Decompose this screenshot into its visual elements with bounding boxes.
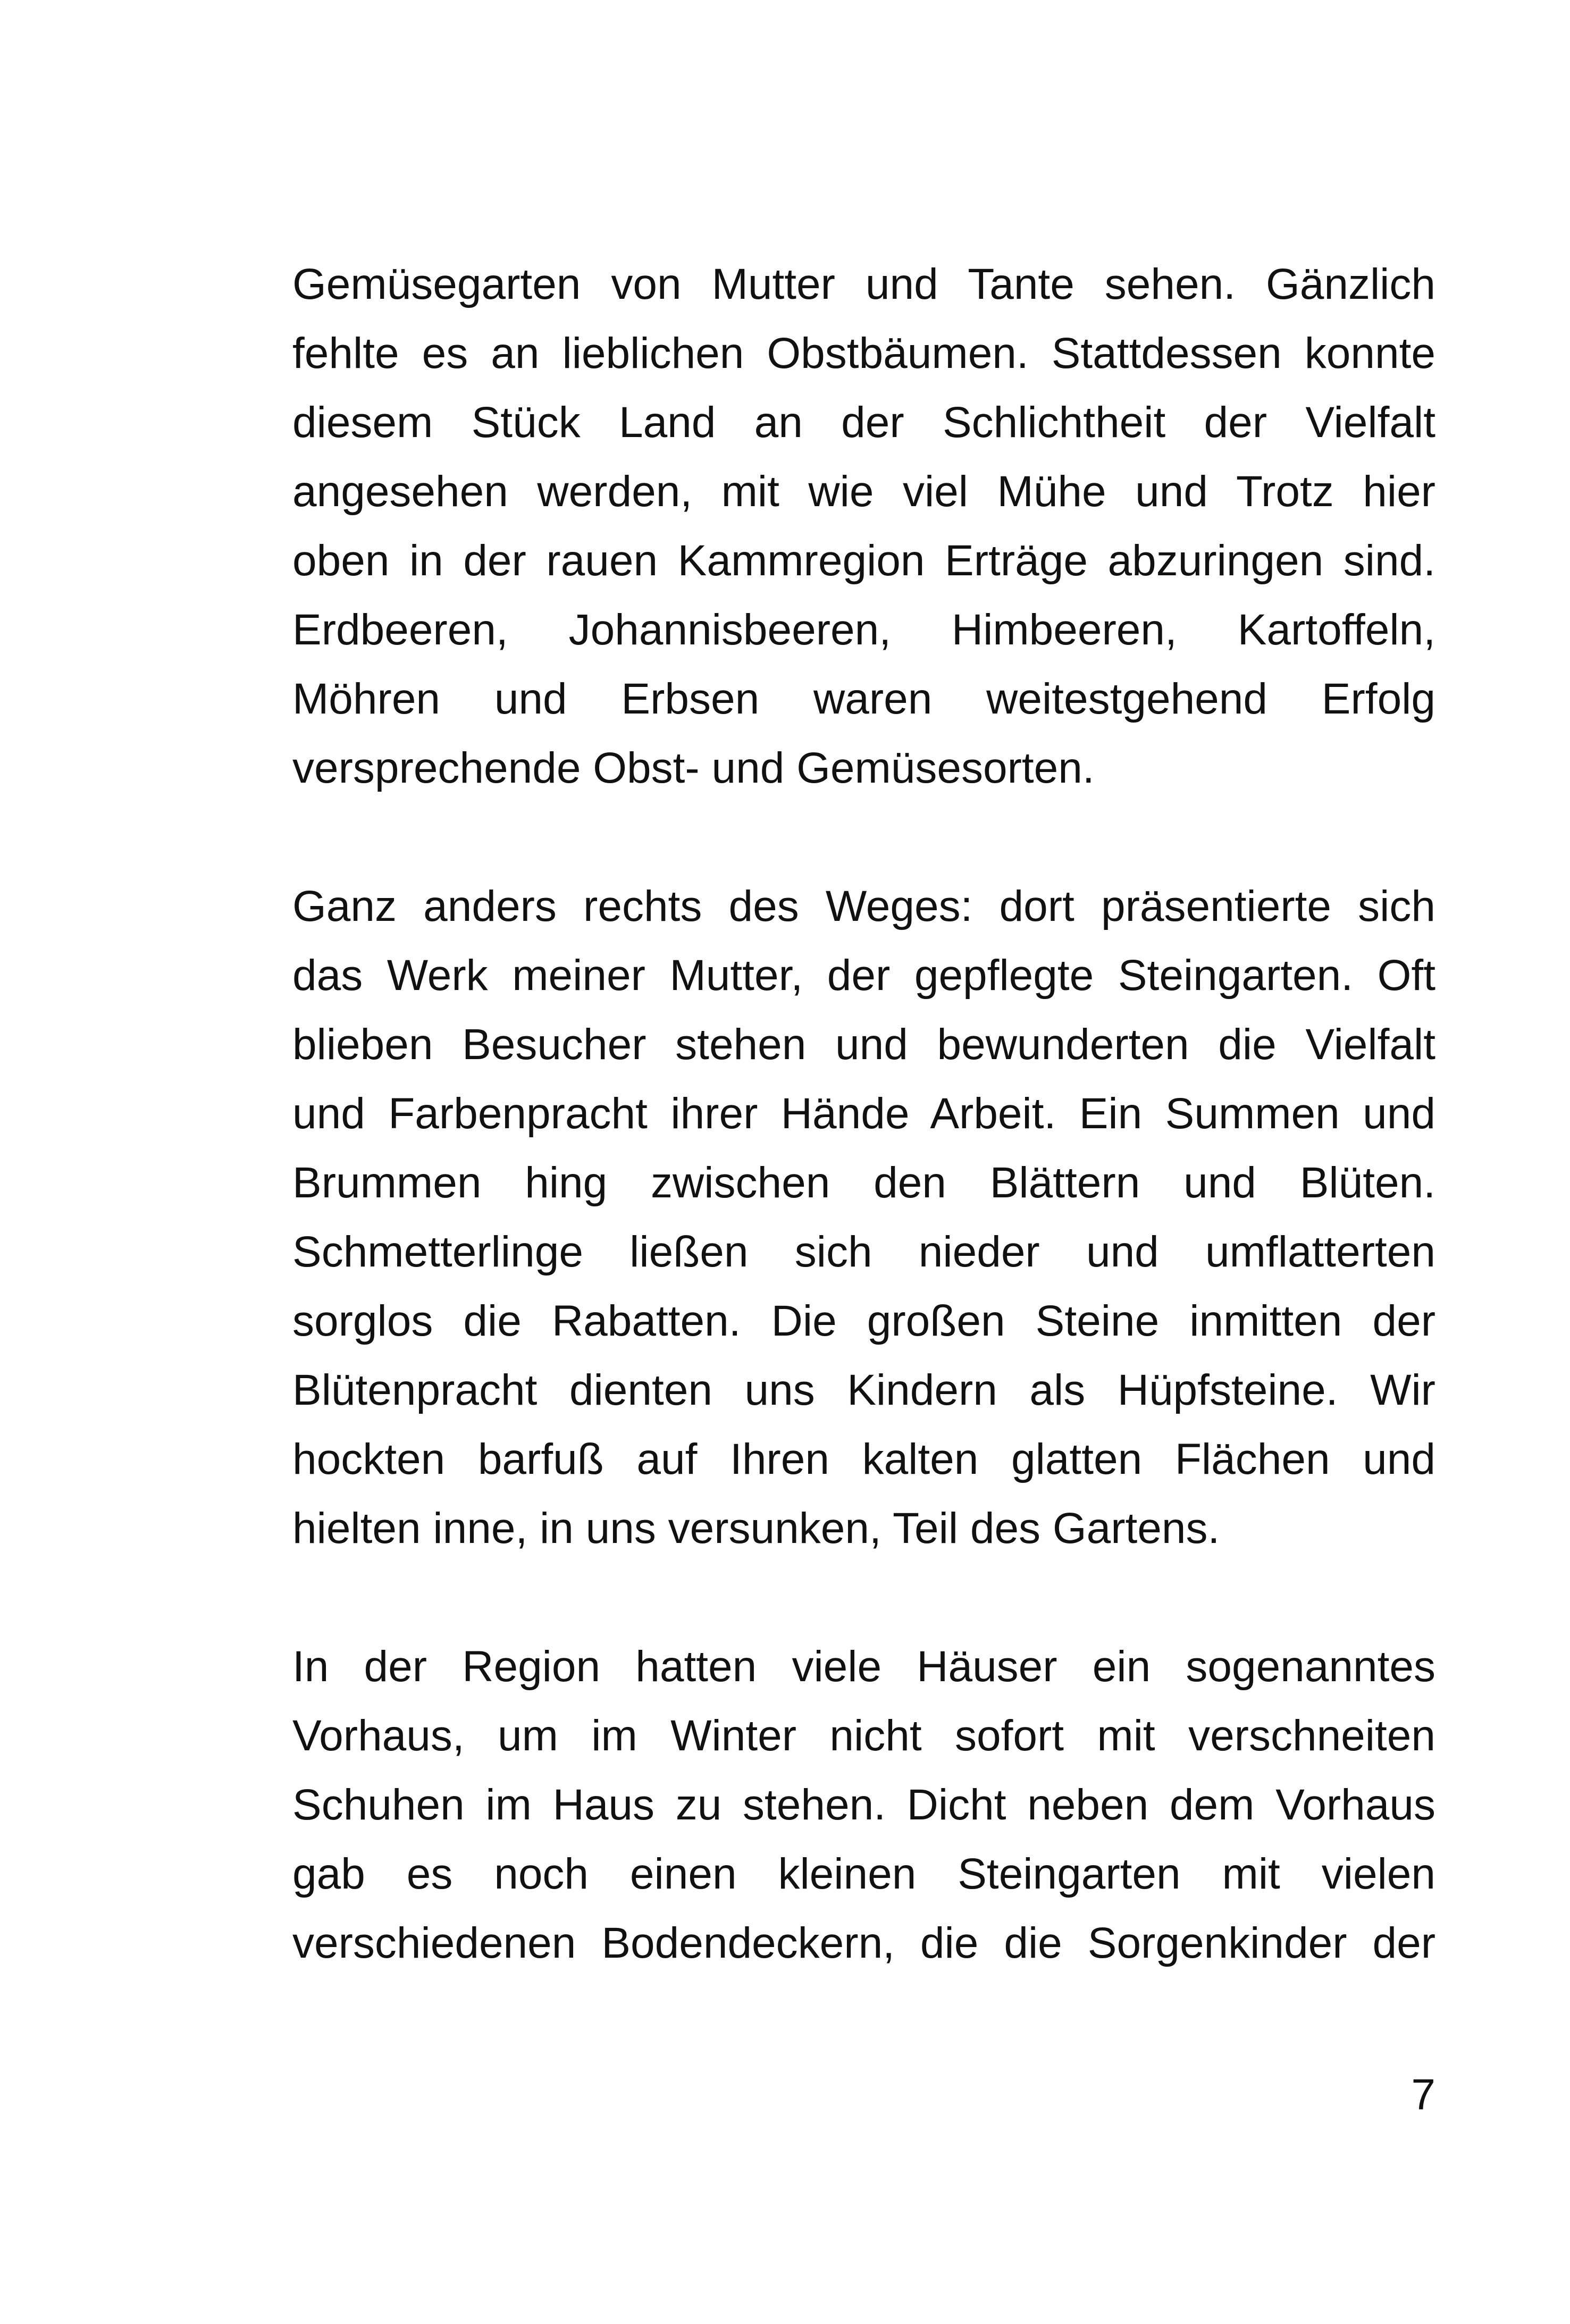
text-line: diesem Stück Land an der Schlichtheit der Vielfalt — [292, 398, 1435, 447]
body-text — [292, 250, 1435, 1978]
text-line: gab es noch einen kleinen Steingarten mit vielen — [292, 1850, 1435, 1898]
text-line: Möhren und Erbsen waren weitestgehend Erfolg — [292, 675, 1435, 723]
text-line: Vorhaus, um im Winter nicht sofort mit verschneiten — [292, 1711, 1435, 1760]
text-line: Gemüsegarten von Mutter und Tante sehen. Gänzlich — [292, 260, 1435, 308]
text-line: hielten inne, in uns versunken, Teil des Gartens. — [292, 1504, 1220, 1553]
text-line: blieben Besucher stehen und bewunderten die Vielfalt — [292, 1020, 1435, 1069]
text-line: sorglos die Rabatten. Die großen Steine inmitten der — [292, 1297, 1435, 1345]
text-line: fehlte es an lieblichen Obstbäumen. Stattdessen konnte — [292, 329, 1435, 377]
text-line: angesehen werden, mit wie viel Mühe und Trotz hier — [292, 467, 1435, 516]
text-line: Schmetterlinge ließen sich nieder und umflatterten — [292, 1228, 1435, 1276]
paragraph-2 — [292, 872, 1435, 1563]
text-line: verschiedenen Bodendeckern, die die Sorgenkinder der — [292, 1919, 1435, 1967]
text-line: Erdbeeren, Johannisbeeren, Himbeeren, Kartoffeln, — [292, 606, 1435, 654]
text-line: hockten barfuß auf Ihren kalten glatten Flächen und — [292, 1435, 1435, 1483]
paragraph-1 — [292, 250, 1435, 803]
text-line: versprechende Obst- und Gemüsesorten. — [292, 744, 1095, 792]
text-line: Brummen hing zwischen den Blättern und Blüten. — [292, 1159, 1435, 1207]
text-line: Blütenpracht dienten uns Kindern als Hüpfsteine. Wir — [292, 1366, 1435, 1414]
text-line: oben in der rauen Kammregion Erträge abzuringen sind. — [292, 536, 1435, 585]
paragraph-3 — [292, 1632, 1435, 1978]
text-line: und Farbenpracht ihrer Hände Arbeit. Ein Summen und — [292, 1089, 1435, 1138]
text-line: das Werk meiner Mutter, der gepflegte Steingarten. Oft — [292, 951, 1435, 1000]
text-line: Ganz anders rechts des Weges: dort präsentierte sich — [292, 882, 1435, 930]
text-line: Schuhen im Haus zu stehen. Dicht neben dem Vorhaus — [292, 1781, 1435, 1829]
text-line: In der Region hatten viele Häuser ein sogenanntes — [292, 1642, 1435, 1691]
page-number: 7 — [1411, 2070, 1435, 2119]
